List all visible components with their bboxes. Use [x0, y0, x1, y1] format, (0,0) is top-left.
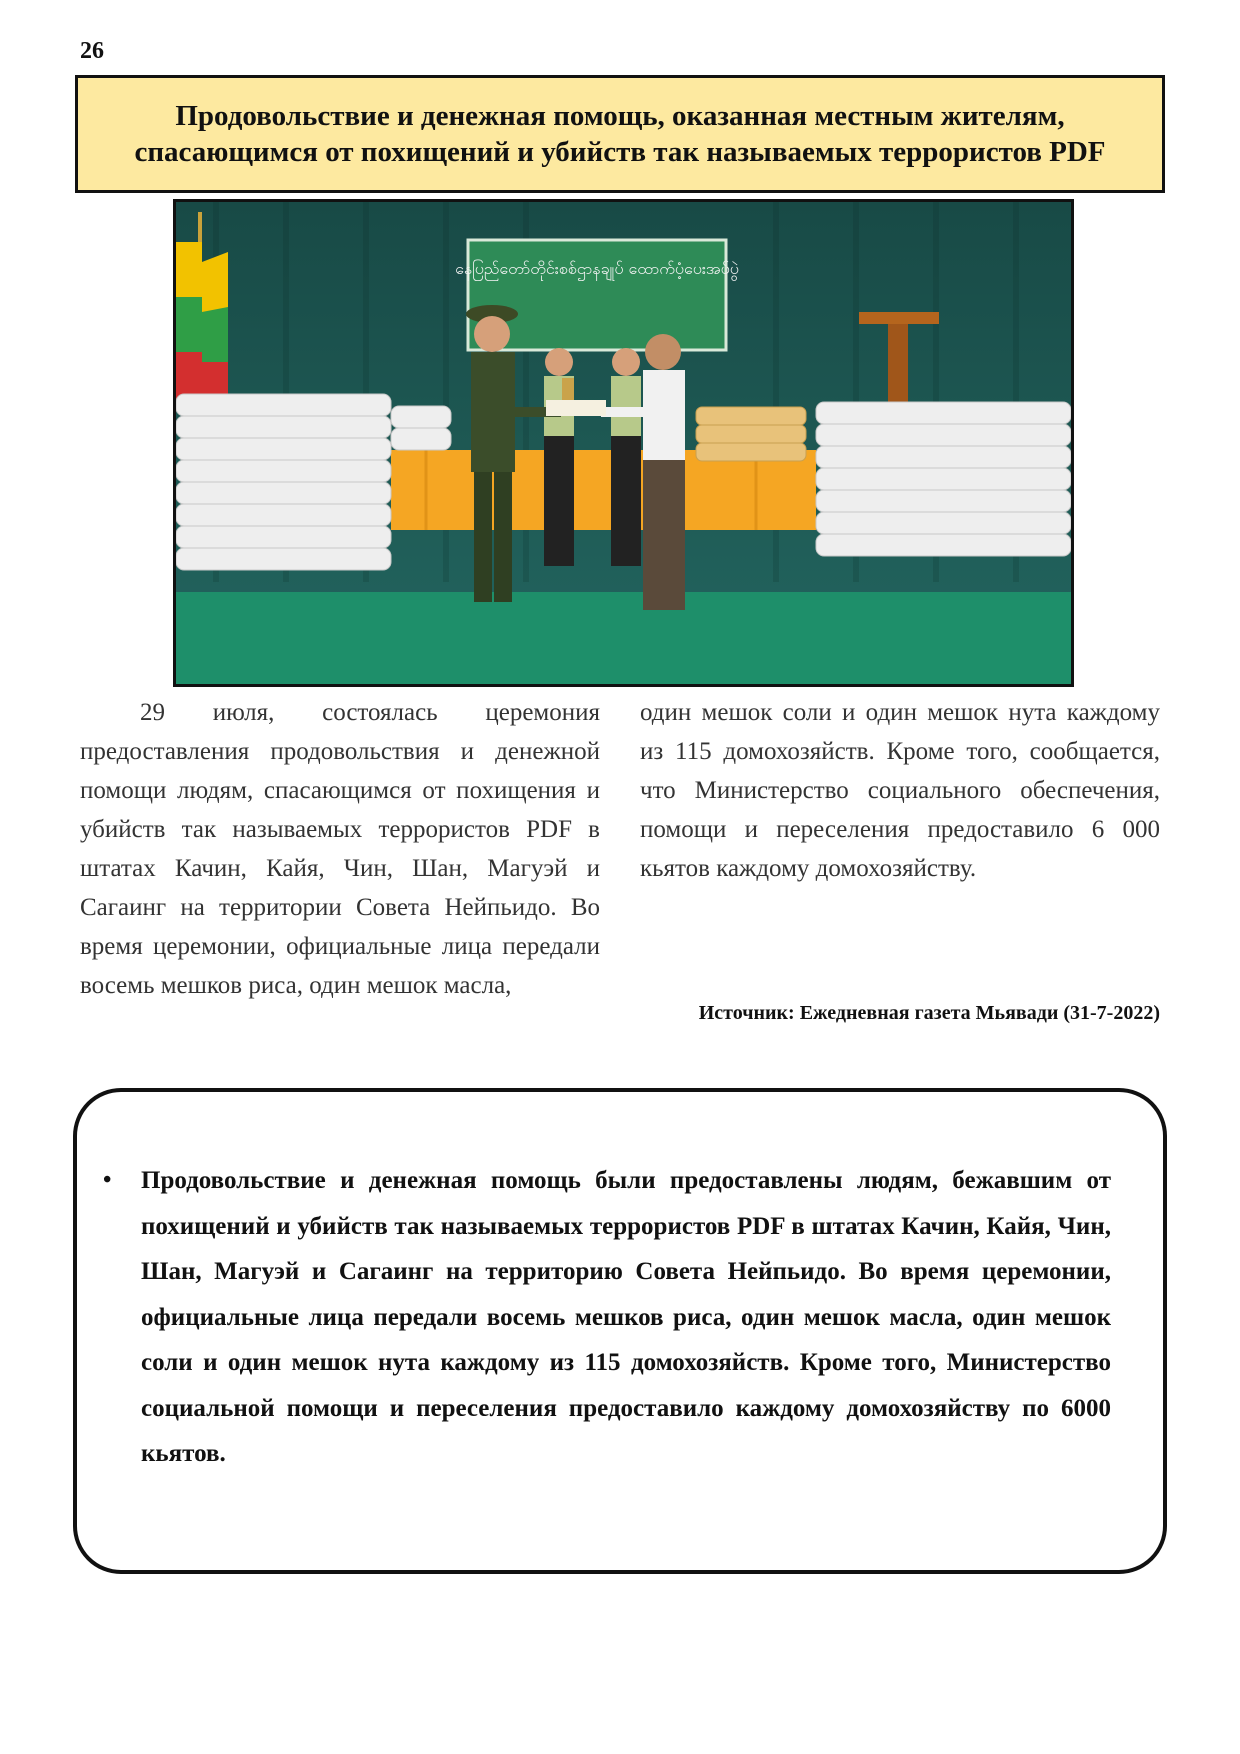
summary-item: [103, 1158, 1111, 1477]
article-right-column: [640, 693, 1160, 888]
ceremony-illustration: [176, 202, 1071, 684]
title-line-2: спасающимся от похищений и убийств так называемых террористов PDF: [134, 136, 1106, 168]
title-line-1: Продовольствие и денежная помощь, оказанная местным жителям,: [175, 100, 1065, 132]
article-left-column: [80, 693, 600, 1005]
summary-box: [73, 1088, 1167, 1574]
article-text-right: один мешок соли и один мешок нута каждому из 115 домохозяйств. Кроме того, сообщается, что Министерство социального обеспечения, помощи и переселения предоставило 6 000 кьятов каждому домохозяйству.: [640, 699, 1160, 882]
page-number: 26: [80, 38, 104, 64]
summary-text: Продовольствие и денежная помощь были предоставлены людям, бежавшим от похищений и убийств так называемых террористов PDF в штатах Качин, Кайя, Чин, Шан, Магуэй и Сагаинг на территорию Совета Нейпьидо. Во время церемонии, официальные лица передали восемь мешков риса, один мешок масла, один мешок соли и один мешок нута каждому из 115 домохозяйств. Кроме того, Министерство социальной помощи и переселения предоставило каждому домохозяйству по 6000 кьятов.: [141, 1167, 1111, 1467]
article-text-left: 29 июля, состоялась церемония предоставления продовольствия и денежной помощи людям, спасающимся от похищения и убийств так называемых террористов PDF в штатах Качин, Кайя, Чин, Шан, Магуэй и Сагаинг на территории Совета Нейпьидо. Во время церемонии, официальные лица передали восемь мешков риса, один мешок масла,: [80, 699, 600, 999]
bullet-icon: •: [103, 1167, 112, 1193]
title-box: [75, 75, 1165, 193]
ceremony-photo: [173, 199, 1074, 687]
page-title: [122, 98, 1117, 170]
banner-text: နေပြည်တော်တိုင်းစစ်ဌာနချုပ် ထောက်ပံ့ပေးအပ်ပွဲ: [455, 259, 739, 278]
article-source: Источник: Ежедневная газета Мьявади (31-7-2022): [698, 1002, 1160, 1024]
